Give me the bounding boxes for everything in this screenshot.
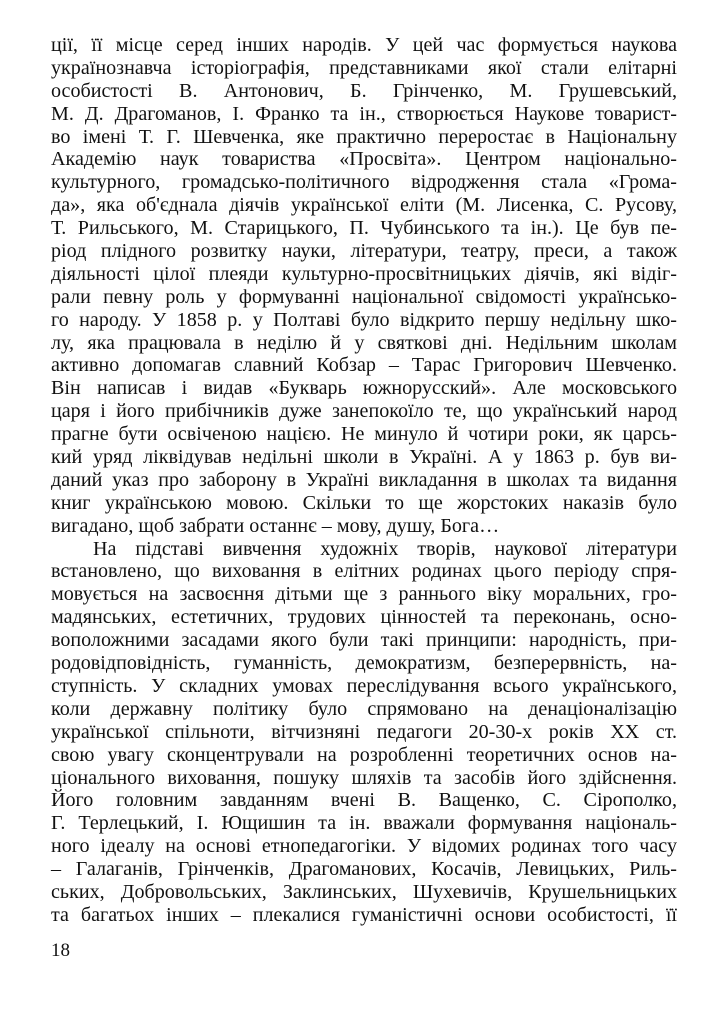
text-line: родовідповідність, гуманність, демократизм, безперервність, на- — [51, 652, 677, 675]
text-line: мадянських, естетичних, трудових цінностей та переконань, осно- — [51, 606, 677, 629]
text-line: М. Д. Драгоманов, І. Франко та ін., створюється Наукове товарист- — [51, 102, 677, 125]
text-line: ступність. У складних умовах переслідування всього українського, — [51, 674, 677, 697]
text-line: ного ідеалу на основі етнопедагогіки. У відомих родинах того часу — [51, 835, 677, 858]
text-line: активно допомагав славний Кобзар – Тарас Григорович Шевченко. — [51, 354, 677, 377]
text-line: мовується на засвоєння дітьми ще з раннього віку моральних, гро- — [51, 583, 677, 606]
text-line: Г. Терлецький, І. Ющишин та ін. вважали формування національ- — [51, 812, 677, 835]
text-line: лу, яка працювала в неділю й у святкові дні. Недільним школам — [51, 331, 677, 354]
text-line: культурного, громадсько-політичного відродження стала «Грома- — [51, 171, 677, 194]
text-line: даний указ про заборону в Україні викладання в школах та видання — [51, 468, 677, 491]
text-line: – Галаганів, Грінченків, Драгоманових, Косачів, Левицьких, Риль- — [51, 858, 677, 881]
page-number: 18 — [51, 940, 70, 961]
text-line: Академію наук товариства «Просвіта». Центром національно- — [51, 148, 677, 171]
text-line: рали певну роль у формуванні національної свідомості українсько- — [51, 285, 677, 308]
text-line: царя і його прибічників дуже занепокоїло те, що український народ — [51, 400, 677, 423]
text-line: Він написав і видав «Букварь южнорусский». Але московського — [51, 377, 677, 400]
text-line: діяльності цілої плеяди культурно-просвітницьких діячів, які відіг- — [51, 262, 677, 285]
text-line: кий уряд ліквідував недільні школи в Україні. А у 1863 р. був ви- — [51, 446, 677, 469]
text-line: Т. Рильського, М. Старицького, П. Чубинського та ін.). Це був пе- — [51, 217, 677, 240]
text-line: свою увагу сконцентрували на розробленні теоретичних основ на- — [51, 743, 677, 766]
text-line: го народу. У 1858 р. у Полтаві було відкрито першу недільну шко- — [51, 308, 677, 331]
text-line: воположними засадами якого були такі принципи: народність, при- — [51, 629, 677, 652]
text-line: українознавча історіографія, представниками якої стали елітарні — [51, 56, 677, 79]
text-line: да», яка об'єднала діячів української еліти (М. Лисенка, С. Русову, — [51, 194, 677, 217]
text-line: книг українською мовою. Скільки то ще жорстоких наказів було — [51, 491, 677, 514]
text-line: прагне бути освіченою нацією. Не минуло й чотири роки, як царсь- — [51, 423, 677, 446]
text-line: ціонального виховання, пошуку шляхів та засобів його здійснення. — [51, 766, 677, 789]
text-line: Його головним завданням вчені В. Ващенко, С. Сірополко, — [51, 789, 677, 812]
text-line: та багатьох інших – плекалися гуманістичні основи особистості, її — [51, 903, 677, 926]
text-line: вигадано, щоб забрати останнє – мову, душу, Бога… — [51, 514, 500, 537]
text-line: української спільноти, вітчизняні педагоги 20-30-х років XX ст. — [51, 720, 677, 743]
text-line: ції, її місце серед інших народів. У цей час формується наукова — [51, 34, 677, 56]
paragraph — [51, 34, 677, 538]
text-line: ських, Добровольських, Заклинських, Шухевичів, Крушельницьких — [51, 880, 677, 903]
paragraph — [51, 538, 677, 927]
text-line: коли державну політику було спрямовано на денаціоналізацію — [51, 697, 677, 720]
text-line: ріод плідного розвитку науки, літератури, театру, преси, а також — [51, 240, 677, 263]
text-line: На підставі вивчення художніх творів, наукової літератури — [93, 537, 677, 560]
text-line: во імені Т. Г. Шевченка, яке практично переростає в Національну — [51, 125, 677, 148]
body-text — [51, 34, 677, 927]
text-line: встановлено, що виховання в елітних родинах цього періоду спря- — [51, 560, 677, 583]
text-line: особистості В. Антонович, Б. Грінченко, М. Грушевський, — [51, 79, 677, 102]
